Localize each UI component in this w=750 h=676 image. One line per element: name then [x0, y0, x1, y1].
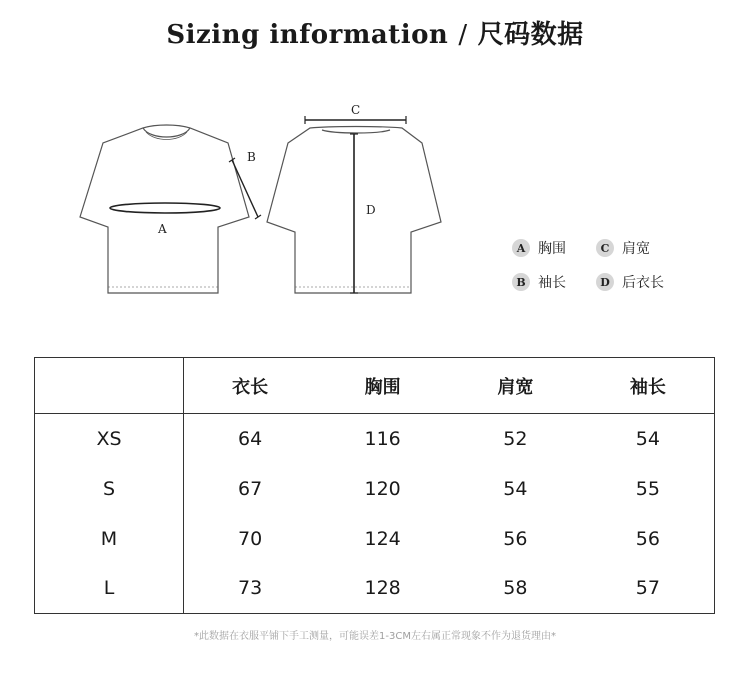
shoulder-value: 54	[503, 477, 528, 500]
size-label: L	[35, 564, 184, 614]
legend-badge-d: D	[596, 273, 614, 291]
diagram-label-d: D	[366, 203, 376, 217]
back-collar	[322, 130, 390, 133]
title-english: Sizing information	[166, 20, 449, 50]
size-table	[34, 357, 715, 614]
diagram-label-b: B	[247, 150, 256, 164]
chest-value: 128	[364, 577, 401, 600]
legend-label-back-length: 后衣长	[622, 275, 664, 291]
legend-badge-b: B	[512, 273, 530, 291]
legend-badge-a: A	[512, 239, 530, 257]
sleeve-measure-line	[232, 160, 258, 217]
length-value: 64	[238, 427, 263, 450]
size-label: S	[35, 464, 184, 514]
front-tshirt-outline	[80, 125, 249, 293]
legend-badge-c: C	[596, 239, 614, 257]
tshirt-measurement-diagram	[0, 95, 460, 305]
chest-value: 116	[364, 427, 401, 450]
length-value: 67	[238, 477, 263, 500]
header-cell-chest: 胸围	[316, 358, 449, 414]
size-label: M	[35, 514, 184, 564]
size-table-header-row	[35, 358, 715, 414]
shoulder-value: 52	[503, 427, 528, 450]
diagram-label-c: C	[351, 103, 361, 117]
chest-value: 120	[364, 477, 401, 500]
header-cell-sleeve: 袖长	[582, 358, 715, 414]
legend-item-sleeve	[512, 272, 566, 292]
sleeve-value: 56	[635, 527, 660, 550]
sleeve-value: 55	[635, 477, 660, 500]
measurement-disclaimer: *此数据在衣服平铺下手工测量，可能误差1-3CM左右属正常现象不作为退货理由*	[194, 631, 556, 642]
table-row	[35, 464, 715, 514]
chest-measure-ellipse	[110, 203, 220, 213]
chest-value: 124	[364, 527, 401, 550]
length-value: 70	[238, 527, 263, 550]
header-cell-shoulder: 肩宽	[449, 358, 582, 414]
legend-item-back-length	[596, 272, 664, 292]
header-cell-empty	[35, 358, 184, 414]
legend-label-shoulder: 肩宽	[622, 241, 650, 257]
sleeve-value: 54	[635, 427, 660, 450]
table-row	[35, 414, 715, 464]
header-cell-length: 衣长	[184, 358, 317, 414]
sleeve-value: 57	[635, 577, 660, 600]
diagram-label-a: A	[158, 222, 167, 236]
length-value: 73	[238, 577, 263, 600]
legend-label-sleeve: 袖长	[538, 275, 566, 291]
title-separator: /	[458, 20, 468, 50]
shoulder-value: 56	[503, 527, 528, 550]
table-row	[35, 514, 715, 564]
legend-item-shoulder	[596, 238, 650, 258]
legend-item-chest	[512, 238, 566, 258]
page-title	[0, 14, 750, 51]
shoulder-value: 58	[503, 577, 528, 600]
size-label: XS	[35, 414, 184, 464]
title-chinese: 尺码数据	[477, 20, 584, 50]
table-row	[35, 564, 715, 614]
legend-label-chest: 胸围	[538, 241, 566, 257]
